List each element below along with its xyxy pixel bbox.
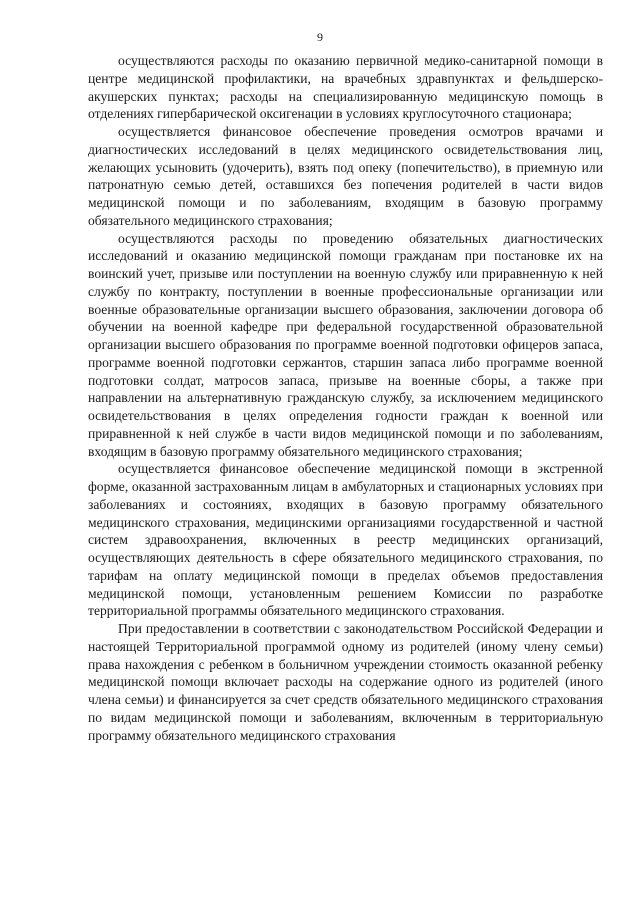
paragraph-2: осуществляется финансовое обеспечение проведения осмотров врачами и диагностических исследований в целях медицинского освидетельствования лиц, желающих усыновить (удочерить), взять под опеку (попечительство), в приемную или патронатную семью детей, оставшихся без попечения родителей в части видов медицинской помощи и по заболеваниям, входящим в базовую программу обязательного медицинского страхования;: [88, 124, 603, 228]
paragraph-3: осуществляются расходы по проведению обязательных диагностических исследований и оказанию медицинской помощи гражданам при постановке их на воинский учет, призыве или поступлении на военную службу или приравненную к ней службу по контракту, поступлении в военные профессиональные организации или военные образовательные организации высшего образования, заключении договора об обучении на военной кафедре при федеральной государственной образовательной организации высшего образования по программе военной подготовки офицеров запаса, программе военной подготовки сержантов, старшин запаса либо программе военной подготовки солдат, матросов запаса, призыве на военные сборы, а также при направлении на альтернативную гражданскую службу, за исключением медицинского освидетельствования в целях определения годности граждан к военной или приравненной к ней службе в части видов медицинской помощи и по заболеваниям, входящим в базовую программу обязательного медицинского страхования;: [88, 230, 603, 459]
page-number: 9: [317, 30, 323, 44]
body-text: [88, 52, 603, 744]
paragraph-1: осуществляются расходы по оказанию первичной медико-санитарной помощи в центре медицинской профилактики, на врачебных здравпунктах и фельдшерско-акушерских пунктах; расходы на специализированную медицинскую помощь в отделениях гипербарической оксигенации в условиях круглосуточного стационара;: [88, 53, 603, 122]
paragraph-4: осуществляется финансовое обеспечение медицинской помощи в экстренной форме, оказанной застрахованным лицам в амбулаторных и стационарных условиях при заболеваниях и состояниях, входящих в базовую программу обязательного медицинского страхования, медицинскими организациями государственной и частной систем здравоохранения, включенных в реестр медицинских организаций, осуществляющих деятельность в сфере обязательного медицинского страхования, по тарифам на оплату медицинской помощи в пределах объемов предоставления медицинской помощи, установленным решением Комиссии по разработке территориальной программы обязательного медицинского страхования.: [88, 461, 603, 619]
paragraph-5: При предоставлении в соответствии с законодательством Российской Федерации и настоящей Территориальной программой одному из родителей (иному члену семьи) права нахождения с ребенком в больничном учреждении стоимость оказанной ребенку медицинской помощи включает расходы на содержание одного из родителей (иного члена семьи) и финансируется за счет средств обязательного медицинского страхования по видам медицинской помощи и заболеваниям, включенным в территориальную программу обязательного медицинского страхования: [88, 621, 603, 743]
